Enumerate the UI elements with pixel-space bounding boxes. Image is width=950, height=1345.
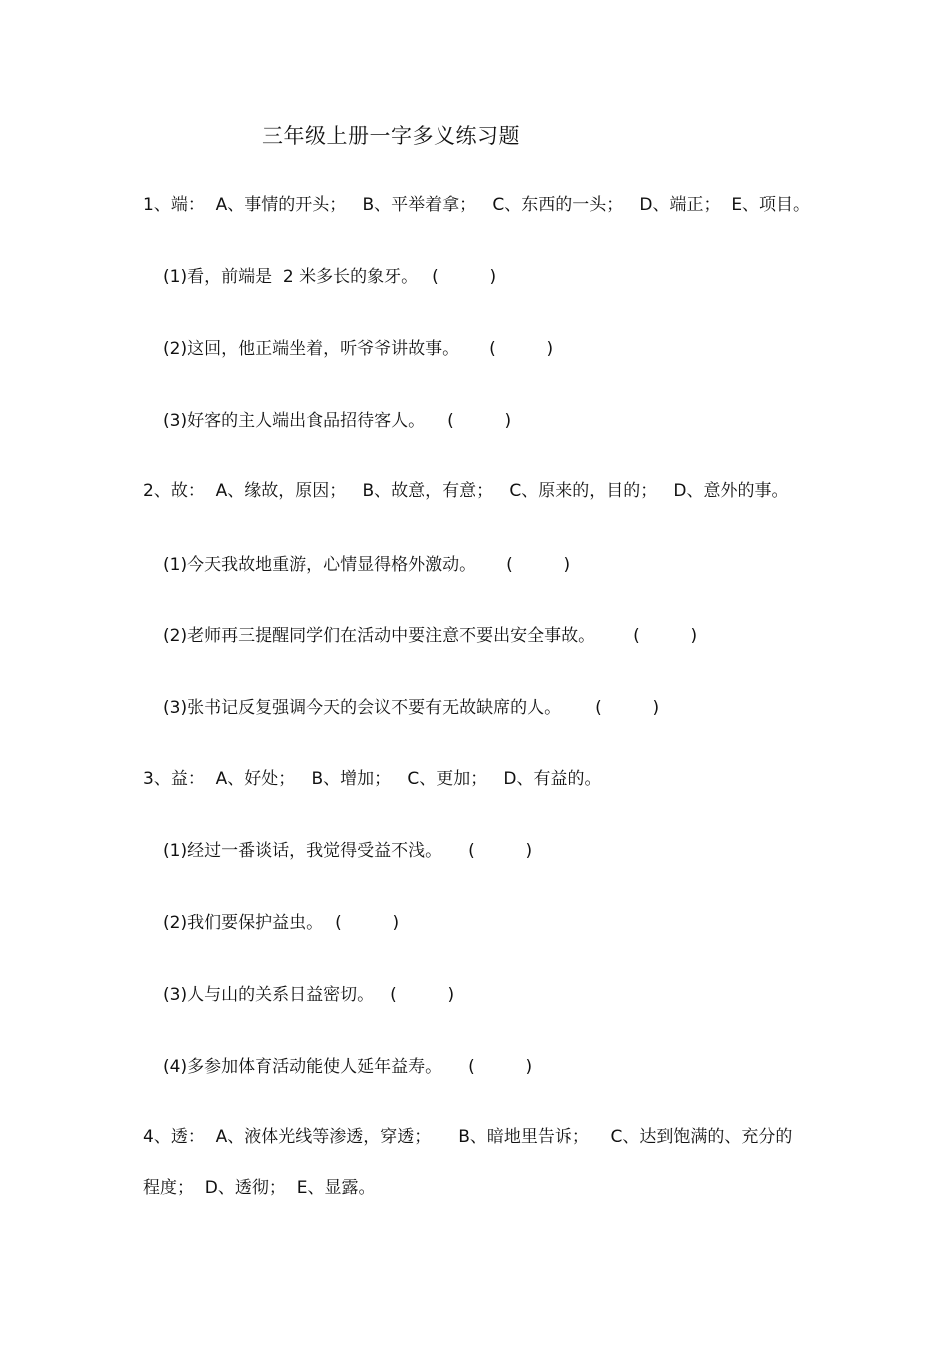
item-text: (3)好客的主人端出食品招待客人。 [163,411,426,431]
answer-blank[interactable]: ( ) [468,1057,533,1077]
answer-blank[interactable]: ( ) [447,411,512,431]
question-1-item-1 [163,265,496,289]
answer-blank[interactable]: ( ) [489,339,554,359]
question-3-item-4 [163,1055,532,1079]
item-text: (1)看，前端是 2 米多长的象牙。 [163,267,419,287]
item-text: (2)我们要保护益虫。 [163,913,324,933]
question-2-stem: 2、故： A、缘故，原因； B、故意，有意； C、原来的，目的； D、意外的事。 [143,481,789,501]
answer-blank[interactable]: ( ) [633,626,698,646]
question-1-item-3 [163,409,511,433]
answer-blank[interactable]: ( ) [390,985,455,1005]
item-text: (2)老师再三提醒同学们在活动中要注意不要出安全事故。 [163,626,596,646]
question-3-item-1 [163,839,532,863]
page-title: 三年级上册一字多义练习题 [262,124,520,148]
question-3-stem: 3、益： A、好处； B、增加； C、更加； D、有益的。 [143,769,602,789]
question-2-item-3 [163,696,659,720]
question-2-item-2 [163,624,697,648]
answer-blank[interactable]: ( ) [432,267,497,287]
answer-blank[interactable]: ( ) [468,841,533,861]
item-text: (1)经过一番谈话，我觉得受益不浅。 [163,841,443,861]
question-1-stem: 1、端： A、事情的开头； B、平举着拿； C、东西的一头； D、端正； E、项目。 [143,195,811,215]
question-4-stem: 4、透： A、液体光线等渗透，穿透； B、暗地里告诉； C、达到饱满的、充分的 [143,1127,793,1147]
question-3-item-3 [163,983,454,1007]
item-text: (4)多参加体育活动能使人延年益寿。 [163,1057,443,1077]
item-text: (2)这回，他正端坐着，听爷爷讲故事。 [163,339,460,359]
question-4-stem-continued: 程度； D、透彻； E、显露。 [143,1178,376,1198]
answer-blank[interactable]: ( ) [335,913,400,933]
question-2-item-1 [163,553,570,577]
item-text: (3)人与山的关系日益密切。 [163,985,375,1005]
item-text: (1)今天我故地重游，心情显得格外激动。 [163,555,477,575]
item-text: (3)张书记反复强调今天的会议不要有无故缺席的人。 [163,698,562,718]
question-1-item-2 [163,337,553,361]
question-3-item-2 [163,911,399,935]
answer-blank[interactable]: ( ) [595,698,660,718]
answer-blank[interactable]: ( ) [506,555,571,575]
